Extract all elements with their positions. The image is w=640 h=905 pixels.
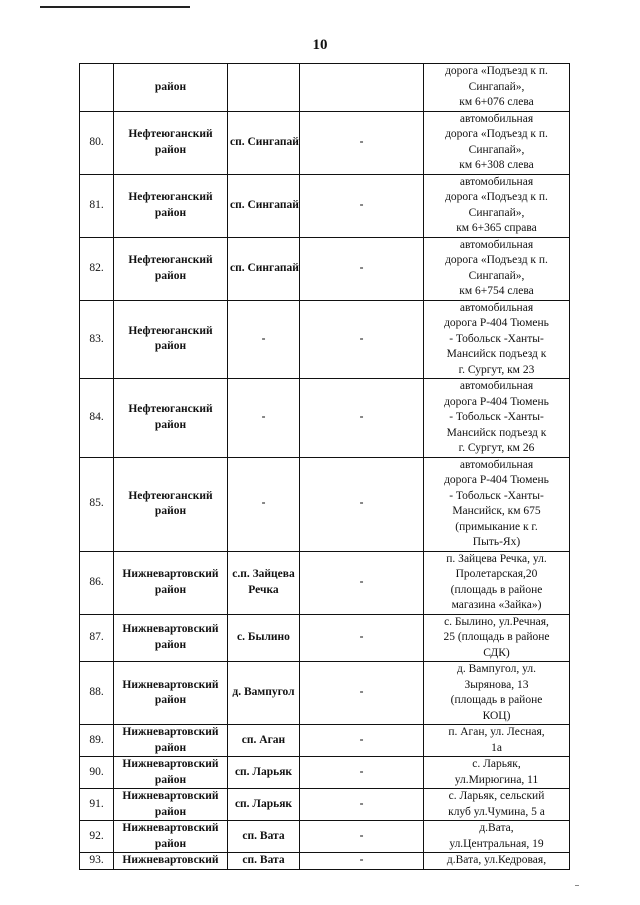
settlement-cell-line: д. Вампугол [232,686,295,699]
settlement-cell-line: с. Былино [237,631,290,643]
row-number: 90. [80,757,114,789]
district-cell-line: Нефтеюганский [128,403,213,416]
table-row [80,64,570,112]
location-cell-line: магазина «Зайка») [451,599,542,611]
location-cell-line: дорога «Подъезд к п. [445,65,548,77]
location-cell-line: с. Былино, ул.Речная, [444,615,549,628]
location-cell-line: дорога Р-404 Тюмень [444,395,549,408]
location-cell [424,174,570,237]
district-cell [114,757,228,789]
location-cell [424,457,570,551]
district-cell [114,237,228,300]
district-cell-line: Нижневартовский [122,726,219,738]
location-cell-line: - Тобольск -Ханты- [449,489,544,502]
district-cell [114,457,228,551]
district-cell [114,853,228,870]
location-cell-line: Мансийск подъезд к [446,348,547,360]
district-cell-line: район [154,638,187,651]
location-cell-line: Сингапай», [468,206,525,219]
row-number: 82. [80,237,114,300]
district-cell-line: район [154,805,187,818]
table-row [80,457,570,551]
settlement-cell-line: - [261,332,266,345]
empty-column-cell: - [300,614,424,662]
settlement-cell [228,853,300,870]
table-row [80,725,570,757]
district-cell-line: Нефтеюганский [128,191,213,203]
district-cell-line: Нефтеюганский [128,128,213,140]
district-cell-line: район [154,694,187,706]
district-cell [114,551,228,614]
district-cell-line: Нижневартовский [122,678,219,691]
empty-column-cell: - [300,725,424,757]
table-row [80,237,570,300]
location-cell-line: КОЦ) [482,709,511,722]
settlement-cell [228,237,300,300]
settlement-cell [228,379,300,458]
table-row [80,111,570,174]
settlement-cell-line: Речка [248,583,279,596]
empty-column-cell: - [300,757,424,789]
settlement-cell-line: сп. Сингапай [230,135,299,148]
district-cell-line: Нефтеюганский [128,254,213,266]
district-cell [114,379,228,458]
location-cell-line: п. Зайцева Речка, ул. [446,552,547,565]
row-number: 92. [80,821,114,853]
location-cell [424,757,570,789]
location-cell-line: г. Сургут, км 23 [458,363,535,376]
settlement-cell-line: сп. Ларьяк [234,797,293,810]
district-cell-line: район [154,269,187,282]
table-row [80,853,570,870]
location-cell-line: д.Вата, [479,822,514,834]
row-number [80,64,114,112]
district-cell-line: район [154,206,187,219]
location-cell-line: Сингапай», [468,269,525,282]
district-cell-line: Нижневартовский [122,758,219,770]
settlement-cell-line: сп. Сингапай [230,261,299,274]
empty-column-cell: - [300,111,424,174]
row-number: 91. [80,789,114,821]
settlement-cell [228,457,300,551]
location-cell [424,379,570,458]
page-number: 10 [312,37,328,53]
district-cell-line: Нижневартовский [122,568,219,580]
location-cell-line: д.Вата, ул.Кедровая, [446,854,547,866]
location-cell-line: - Тобольск -Ханты- [449,411,544,423]
bottom-mark [575,885,579,886]
district-cell [114,64,228,112]
location-cell [424,64,570,112]
settlement-cell [228,757,300,789]
district-cell-line: Нефтеюганский [128,489,213,502]
district-cell-line: Нижневартовский [122,822,219,834]
location-cell-line: автомобильная [459,112,534,125]
location-cell-line: 1а [491,741,502,754]
location-cell-line: Мансийск подъезд к [446,426,547,439]
empty-column-cell: - [300,789,424,821]
settlement-cell-line: - [261,411,266,423]
location-cell-line: автомобильная [459,380,534,392]
location-cell-line: дорога Р-404 Тюмень [444,317,549,329]
row-number: 87. [80,614,114,662]
location-cell-line: автомобильная [459,301,534,314]
district-cell-line: район [154,741,187,754]
location-cell-line: (площадь в районе [450,583,543,596]
location-cell-line: СДК) [483,646,510,659]
table-body [80,64,570,870]
location-cell-line: Сингапай», [468,80,525,93]
location-cell [424,789,570,821]
empty-column-cell: - [300,662,424,725]
table-row [80,300,570,379]
location-cell-line: дорога Р-404 Тюмень [444,474,549,486]
location-cell-line: ул.Мирюгина, 11 [454,773,539,786]
empty-column-cell: - [300,237,424,300]
table-row [80,662,570,725]
empty-column-cell: - [300,379,424,458]
location-cell [424,725,570,757]
location-cell-line: дорога «Подъезд к п. [445,128,548,140]
settlement-cell-line: - [261,497,266,510]
district-cell-line: Нижневартовский [122,790,219,802]
district-cell-line: район [154,418,187,431]
row-number: 86. [80,551,114,614]
settlement-cell-line: сп. Ларьяк [234,765,293,778]
table-row [80,379,570,458]
settlement-cell-line: сп. Сингапай [230,198,299,211]
location-cell [424,853,570,870]
district-cell-line: Нижневартовский [122,623,219,636]
table-row [80,821,570,853]
table-row [80,757,570,789]
table-row [80,614,570,662]
location-cell [424,111,570,174]
empty-column-cell: - [300,457,424,551]
settlement-cell [228,614,300,662]
location-cell-line: - Тобольск -Ханты- [449,332,544,345]
location-cell-line: дорога «Подъезд к п. [445,191,548,203]
location-cell [424,821,570,853]
district-cell [114,300,228,379]
settlement-cell [228,300,300,379]
row-number: 85. [80,457,114,551]
top-rule [40,6,190,8]
empty-column-cell [300,64,424,112]
settlement-cell [228,64,300,112]
district-cell [114,111,228,174]
district-cell-line: район [154,143,187,156]
row-number: 84. [80,379,114,458]
row-number: 80. [80,111,114,174]
location-cell-line: автомобильная [459,238,534,251]
table-row [80,174,570,237]
location-cell-line: Пыть-Ях) [472,536,521,548]
district-cell [114,174,228,237]
table-row [80,551,570,614]
district-cell-line: район [154,80,187,93]
settlement-cell-line: сп. Вата [242,829,285,842]
settlement-cell [228,789,300,821]
row-number: 93. [80,853,114,870]
row-number: 88. [80,662,114,725]
row-number: 81. [80,174,114,237]
district-cell-line: район [154,505,187,517]
location-cell-line: (примыкание к г. [455,520,538,533]
location-cell-line: Пролетарская,20 [455,568,538,580]
location-cell-line: (площадь в районе [450,694,543,706]
district-cell [114,821,228,853]
district-cell-line: район [154,583,187,596]
location-cell-line: клуб ул.Чумина, 5 а [448,805,545,818]
location-cell-line: дорога «Подъезд к п. [445,254,548,266]
location-cell-line: км 6+365 справа [456,222,537,234]
district-cell [114,614,228,662]
location-cell-line: п. Аган, ул. Лесная, [448,726,545,738]
district-cell-line: район [154,837,187,850]
location-cell [424,300,570,379]
location-cell-line: км 6+754 слева [459,285,534,297]
empty-column-cell: - [300,300,424,379]
location-cell [424,237,570,300]
location-cell [424,662,570,725]
settlement-cell [228,821,300,853]
location-cell [424,551,570,614]
location-cell-line: автомобильная [459,175,534,188]
settlement-cell [228,725,300,757]
empty-column-cell: - [300,821,424,853]
location-cell-line: Сингапай», [468,143,525,156]
table-row [80,789,570,821]
location-cell-line: д. Вампугол, ул. [457,663,536,675]
empty-column-cell: - [300,174,424,237]
location-cell-line: Зырянова, 13 [464,678,529,691]
settlement-cell [228,111,300,174]
district-cell-line: район [154,340,187,353]
location-cell-line: Мансийск, км 675 [452,505,541,517]
locations-table [79,63,570,870]
location-cell-line: с. Ларьяк, сельский [448,790,545,802]
district-cell [114,662,228,725]
settlement-cell [228,551,300,614]
settlement-cell-line: сп. Аган [241,733,286,746]
district-cell-line: Нефтеюганский [128,324,213,337]
location-cell [424,614,570,662]
settlement-cell-line: с.п. Зайцева [232,568,295,580]
location-cell-line: г. Сургут, км 26 [458,442,535,454]
location-cell-line: км 6+076 слева [459,96,534,108]
location-cell-line: с. Ларьяк, [472,758,521,770]
settlement-cell [228,174,300,237]
empty-column-cell: - [300,853,424,870]
district-cell-line: район [154,773,187,786]
location-cell-line: ул.Центральная, 19 [449,837,544,850]
row-number: 89. [80,725,114,757]
empty-column-cell: - [300,551,424,614]
district-cell [114,725,228,757]
row-number: 83. [80,300,114,379]
location-cell-line: автомобильная [459,458,534,471]
location-cell-line: км 6+308 слева [459,159,534,171]
settlement-cell-line: сп. Вата [242,854,285,866]
settlement-cell [228,662,300,725]
district-cell [114,789,228,821]
location-cell-line: 25 (площадь в районе [443,631,550,643]
district-cell-line: Нижневартовский [122,854,219,866]
